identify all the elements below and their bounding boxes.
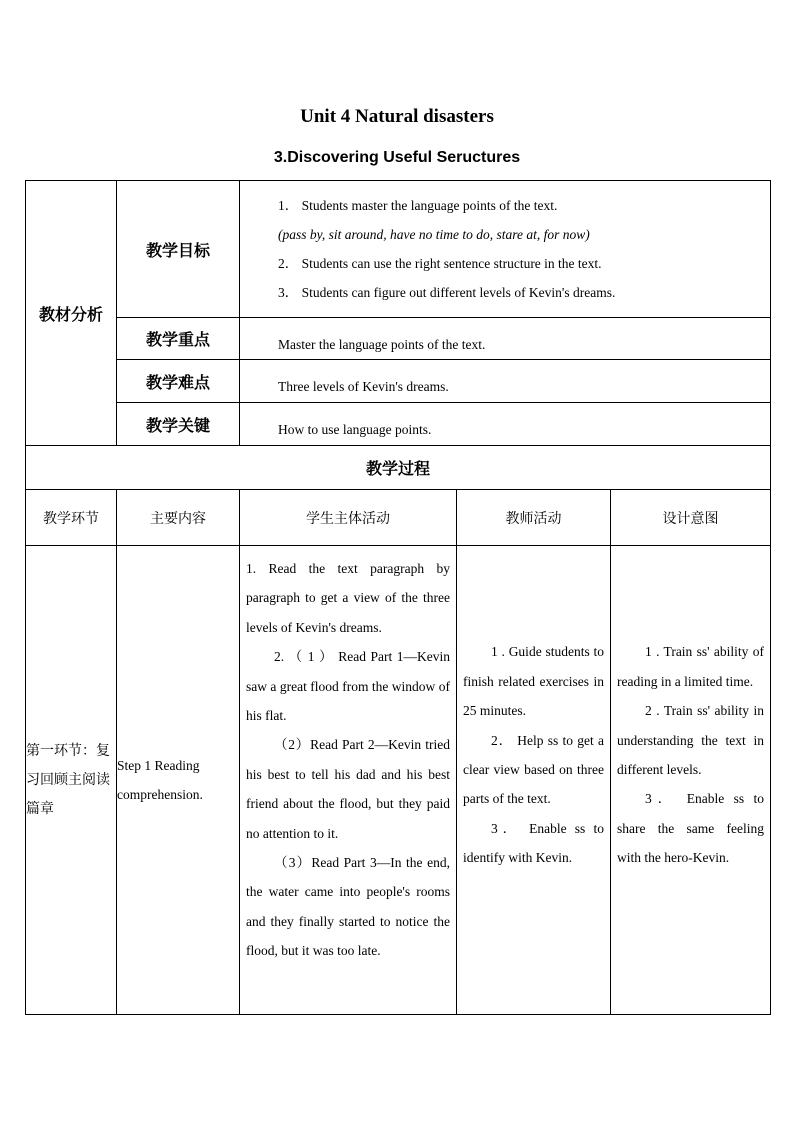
key-points-label: 教学重点 [117,318,240,360]
student-activity-item: （3）Read Part 3—In the end, the water came into people's rooms and they finally started to notice the flood, but it was too late. [246,855,450,959]
document-subtitle: 3.Discovering Useful Seructures [273,149,521,166]
student-activity-item: （2）Read Part 2—Kevin tried his best to tell his dad and his best friend about the flood, but they paid no attention to it. [246,737,450,841]
lesson-plan-table [25,180,771,1015]
teacher-activity-item: 1 . Guide students to finish related exercises in 25 minutes. [463,644,604,719]
student-activity-item: 1. Read the text paragraph by paragraph to get a view of the three levels of Kevin's dreams. [246,561,450,635]
design-intent-item: 1 . Train ss' ability of reading in a limited time. [617,644,764,689]
crux-text: How to use language points. [240,403,771,446]
analysis-section-label: 教材分析 [26,181,117,446]
process-heading: 教学过程 [26,446,771,490]
key-points-text: Master the language points of the text. [240,318,771,360]
goal-item: 1． Students master the language points of the text. [278,198,558,213]
main-content-cell: Step 1 Reading comprehension. [117,546,240,1015]
goals-cell [240,181,771,318]
document-title: Unit 4 Natural disasters [300,106,494,127]
student-activity-cell [240,546,457,1015]
goal-item: (pass by, sit around, have no time to do, stare at, for now) [278,227,590,242]
crux-label: 教学关键 [117,403,240,446]
column-header: 主要内容 [117,490,240,546]
design-intent-item: 3． Enable ss to share the same feeling with the hero-Kevin. [617,791,764,866]
difficulty-label: 教学难点 [117,360,240,403]
column-header: 设计意图 [611,490,771,546]
design-intent-cell [611,546,771,1015]
design-intent-item: 2 . Train ss' ability in understanding the text in different levels. [617,703,764,777]
goals-label: 教学目标 [117,181,240,318]
teacher-activity-item: 3． Enable ss to identify with Kevin. [463,820,604,866]
difficulty-text: Three levels of Kevin's dreams. [240,360,771,403]
teacher-activity-cell [457,546,611,1015]
column-header: 教师活动 [457,490,611,546]
teacher-activity-item: 2． Help ss to get a clear view based on three parts of the text. [463,732,604,807]
student-activity-item: 2. （ 1 ） Read Part 1—Kevin saw a great flood from the window of his flat. [246,649,450,724]
stage-cell: 第一环节：复习回顾主阅读篇章 [26,546,117,1015]
column-header: 学生主体活动 [240,490,457,546]
goal-item: 3． Students can figure out different levels of Kevin's dreams. [278,285,616,300]
column-header: 教学环节 [26,490,117,546]
goal-item: 2． Students can use the right sentence structure in the text. [278,256,602,271]
